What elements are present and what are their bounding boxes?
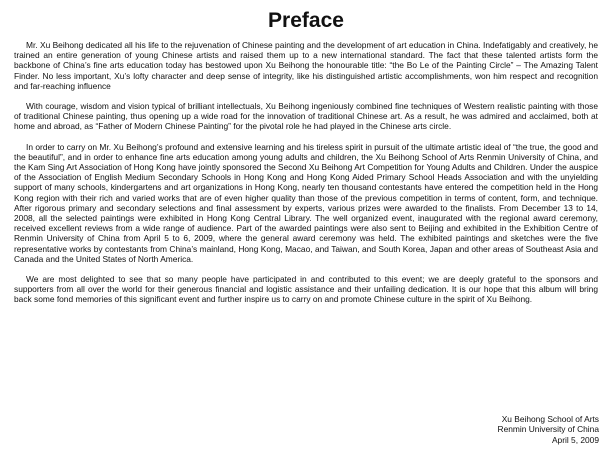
signature-organization: Xu Beihong School of Arts [501, 414, 599, 424]
paragraph-4: We are most delighted to see that so many people have participated in and contributed to this event; we are deeply grateful to the sponsors and supporters from all over the world for their generous financial and logistic assistance and their unfailing dedication. It is our hope that this album will bring back some fond memories of this significant event and further inspire us to carry on and promote Chinese culture in the spirit of Xu Beihong. [14, 274, 598, 305]
signature-block [498, 414, 599, 445]
signature-date: April 5, 2009 [551, 434, 599, 445]
signature-university: Renmin University of China [497, 424, 599, 435]
page-title: Preface [268, 9, 344, 32]
paragraph-2: With courage, wisdom and vision typical of brilliant intellectuals, Xu Beihong ingeniously combined fine techniques of Western realistic painting with those of traditional Chinese painting, thus opening up a wide road for the innovation of traditional Chinese art. As a result, he was admired and acclaimed, both at home and abroad, as “Father of Modern Chinese Painting” for the pivotal role he had played in the Chinese arts circle. [14, 101, 598, 132]
paragraph-1: Mr. Xu Beihong dedicated all his life to the rejuvenation of Chinese painting and the development of art education in China. Indefatigably and creatively, he trained an entire generation of young Chinese artists and raised them up to a new international standard. The fact that these talented artists form the backbone of China’s fine arts education today has bestowed upon Xu Beihong the honourable title: “the Bo Le of the Painting Circle” – The Amazing Talent Finder. No less important, Xu’s lofty character and deep sense of integrity, like his distinguished artistic accomplishments, won him respect and recognition and far-reaching influence [14, 40, 598, 91]
paragraph-3: In order to carry on Mr. Xu Beihong’s profound and extensive learning and his tireless spirit in pursuit of the ultimate artistic ideal of “the true, the good and the beautiful”, and in order to enhance fine arts education among young adults and children, the Xu Beihong School of Arts Renmin University of China, and the Kam Sing Art Association of Hong Kong have jointly sponsored the Second Xu Beihong Art Competition for Young Adults and Children. Under the auspice of the Association of English Medium Secondary Schools in Hong Kong and Hong Kong Aided Primary School Heads Association and with the unyielding support of many schools, kindergartens and art organizations in Hong Kong, nearly ten thousand contestants have entered the competition held in the Hong Kong region with their rich and varied works that are of even higher quality than those of the previous competition in terms of content, form, and technique. After rigorous primary and secondary selections and final assessment by experts, various prizes were awarded to the finalists. From December 13 to 14, 2008, all the selected paintings were exhibited in Hong Kong Central Library. The well organized event, inaugurated with the regional award ceremony, received excellent reviews from a wide range of audience. Part of the awarded paintings were also sent to Beijing and exhibited in the Exhibition Centre of Renmin University of China from April 5 to 6, 2009, where the general award ceremony was held. The exhibited paintings and sketches were the five representative works by contestants from China’s mainland, Hong Kong, Macao, and Taiwan, and South Korea, Japan and other areas of Southeast Asia and Canada and the United States of North America. [14, 141, 598, 264]
preface-page [14, 8, 598, 315]
